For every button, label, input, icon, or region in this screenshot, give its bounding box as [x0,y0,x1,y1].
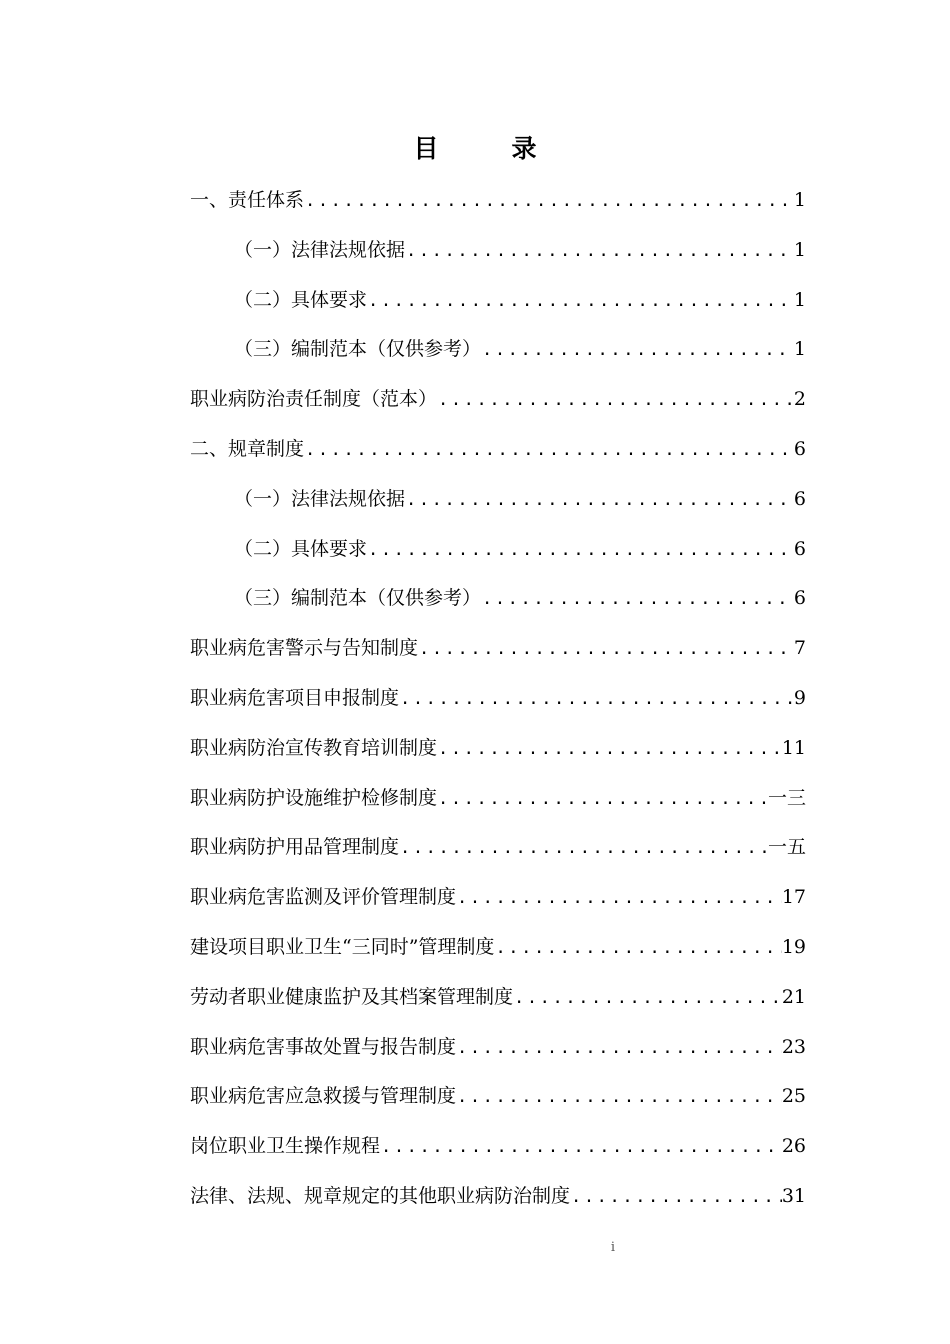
dot-leader [304,183,794,219]
toc-entry-label: 职业病防治宣传教育培训制度 [190,736,438,759]
toc-entry-page: 1 [793,288,806,311]
dot-leader [437,731,782,767]
toc-entry-label: 职业病危害应急救援与管理制度 [190,1085,457,1108]
dot-leader [437,382,794,418]
toc-entry[interactable] [190,381,806,431]
toc-entry[interactable] [190,1078,806,1128]
dot-leader [380,1129,782,1165]
toc-entry-label: （三）编制范本（仅供参考） [234,587,482,610]
dot-leader [456,880,782,916]
dot-leader [405,233,794,269]
toc-entry-page: 6 [793,587,806,610]
toc-entry-label: 职业病防护设施维护检修制度 [190,786,438,809]
toc-entry[interactable] [190,730,806,780]
dot-leader [481,581,794,617]
toc-entry[interactable] [190,1029,806,1079]
page-number-footer: i [610,1240,616,1255]
toc-entry-label: 劳动者职业健康监护及其档案管理制度 [190,985,514,1008]
page-title: 目 录 [413,134,561,163]
toc-entry[interactable] [190,331,806,381]
toc-entry-page: 31 [781,1184,806,1207]
toc-entry-page: 21 [781,985,806,1008]
dot-leader [456,1079,782,1115]
toc-entry-page: 25 [781,1085,806,1108]
toc-entry-label: （一）法律法规依据 [234,487,406,510]
toc-entry[interactable] [190,580,806,630]
dot-leader [304,432,794,468]
toc-entry-label: 职业病危害警示与告知制度 [190,637,419,660]
toc-entry-page: 一五 [767,836,806,859]
toc-entry-label: （二）具体要求 [234,288,368,311]
toc-entry-page: 2 [793,388,806,411]
toc-entry-page: 23 [781,1035,806,1058]
toc-entry[interactable] [190,680,806,730]
dot-leader [570,1179,782,1215]
toc-entry-label: 建设项目职业卫生“三同时”管理制度 [190,935,495,958]
toc-entry[interactable] [190,1128,806,1178]
toc-entry-page: 26 [781,1135,806,1158]
toc-entry[interactable] [190,929,806,979]
toc-entry-page: 6 [793,537,806,560]
toc-entry[interactable] [190,1178,806,1228]
toc-entry-page: 6 [793,487,806,510]
toc-entry-label: 职业病危害事故处置与报告制度 [190,1035,457,1058]
toc-entry-page: 17 [781,886,806,909]
toc-entry-label: 职业病防护用品管理制度 [190,836,400,859]
toc-entry-page: 11 [781,736,806,759]
toc-entry-label: 职业病危害项目申报制度 [190,686,400,709]
toc-entry-label: （三）编制范本（仅供参考） [234,338,482,361]
toc-entry[interactable] [190,182,806,232]
toc-entry-page: 7 [793,637,806,660]
dot-leader [418,631,794,667]
toc-entry-label: 二、规章制度 [190,437,305,460]
dot-leader [405,482,794,518]
dot-leader [481,332,794,368]
dot-leader [367,532,794,568]
toc-entry[interactable] [190,431,806,481]
toc-entry-page: 1 [793,189,806,211]
dot-leader [399,681,794,717]
toc-entry-page: 6 [793,437,806,460]
table-of-contents [190,182,806,1228]
toc-entry-page: 9 [793,686,806,709]
toc-entry-label: （一）法律法规依据 [234,238,406,261]
toc-entry-label: 职业病防治责任制度（范本） [190,388,438,411]
toc-entry[interactable] [190,780,806,830]
toc-entry[interactable] [190,531,806,581]
toc-entry-label: 岗位职业卫生操作规程 [190,1135,381,1158]
toc-entry-label: 职业病危害监测及评价管理制度 [190,886,457,909]
toc-entry-label: 法律、法规、规章规定的其他职业病防治制度 [190,1184,571,1207]
dot-leader [399,830,768,866]
toc-entry-page: 1 [793,338,806,361]
dot-leader [437,781,768,817]
toc-entry-label: 一、责任体系 [190,189,305,211]
toc-entry-page: 19 [781,935,806,958]
dot-leader [367,283,794,319]
toc-entry[interactable] [190,630,806,680]
toc-entry[interactable] [190,879,806,929]
toc-entry-label: （二）具体要求 [234,537,368,560]
toc-entry[interactable] [190,979,806,1029]
dot-leader [494,930,781,966]
toc-entry-page: 一三 [767,786,806,809]
toc-entry[interactable] [190,232,806,282]
dot-leader [513,980,782,1016]
toc-entry[interactable] [190,481,806,531]
toc-entry[interactable] [190,829,806,879]
dot-leader [456,1030,782,1066]
toc-entry[interactable] [190,282,806,332]
toc-entry-page: 1 [793,238,806,261]
